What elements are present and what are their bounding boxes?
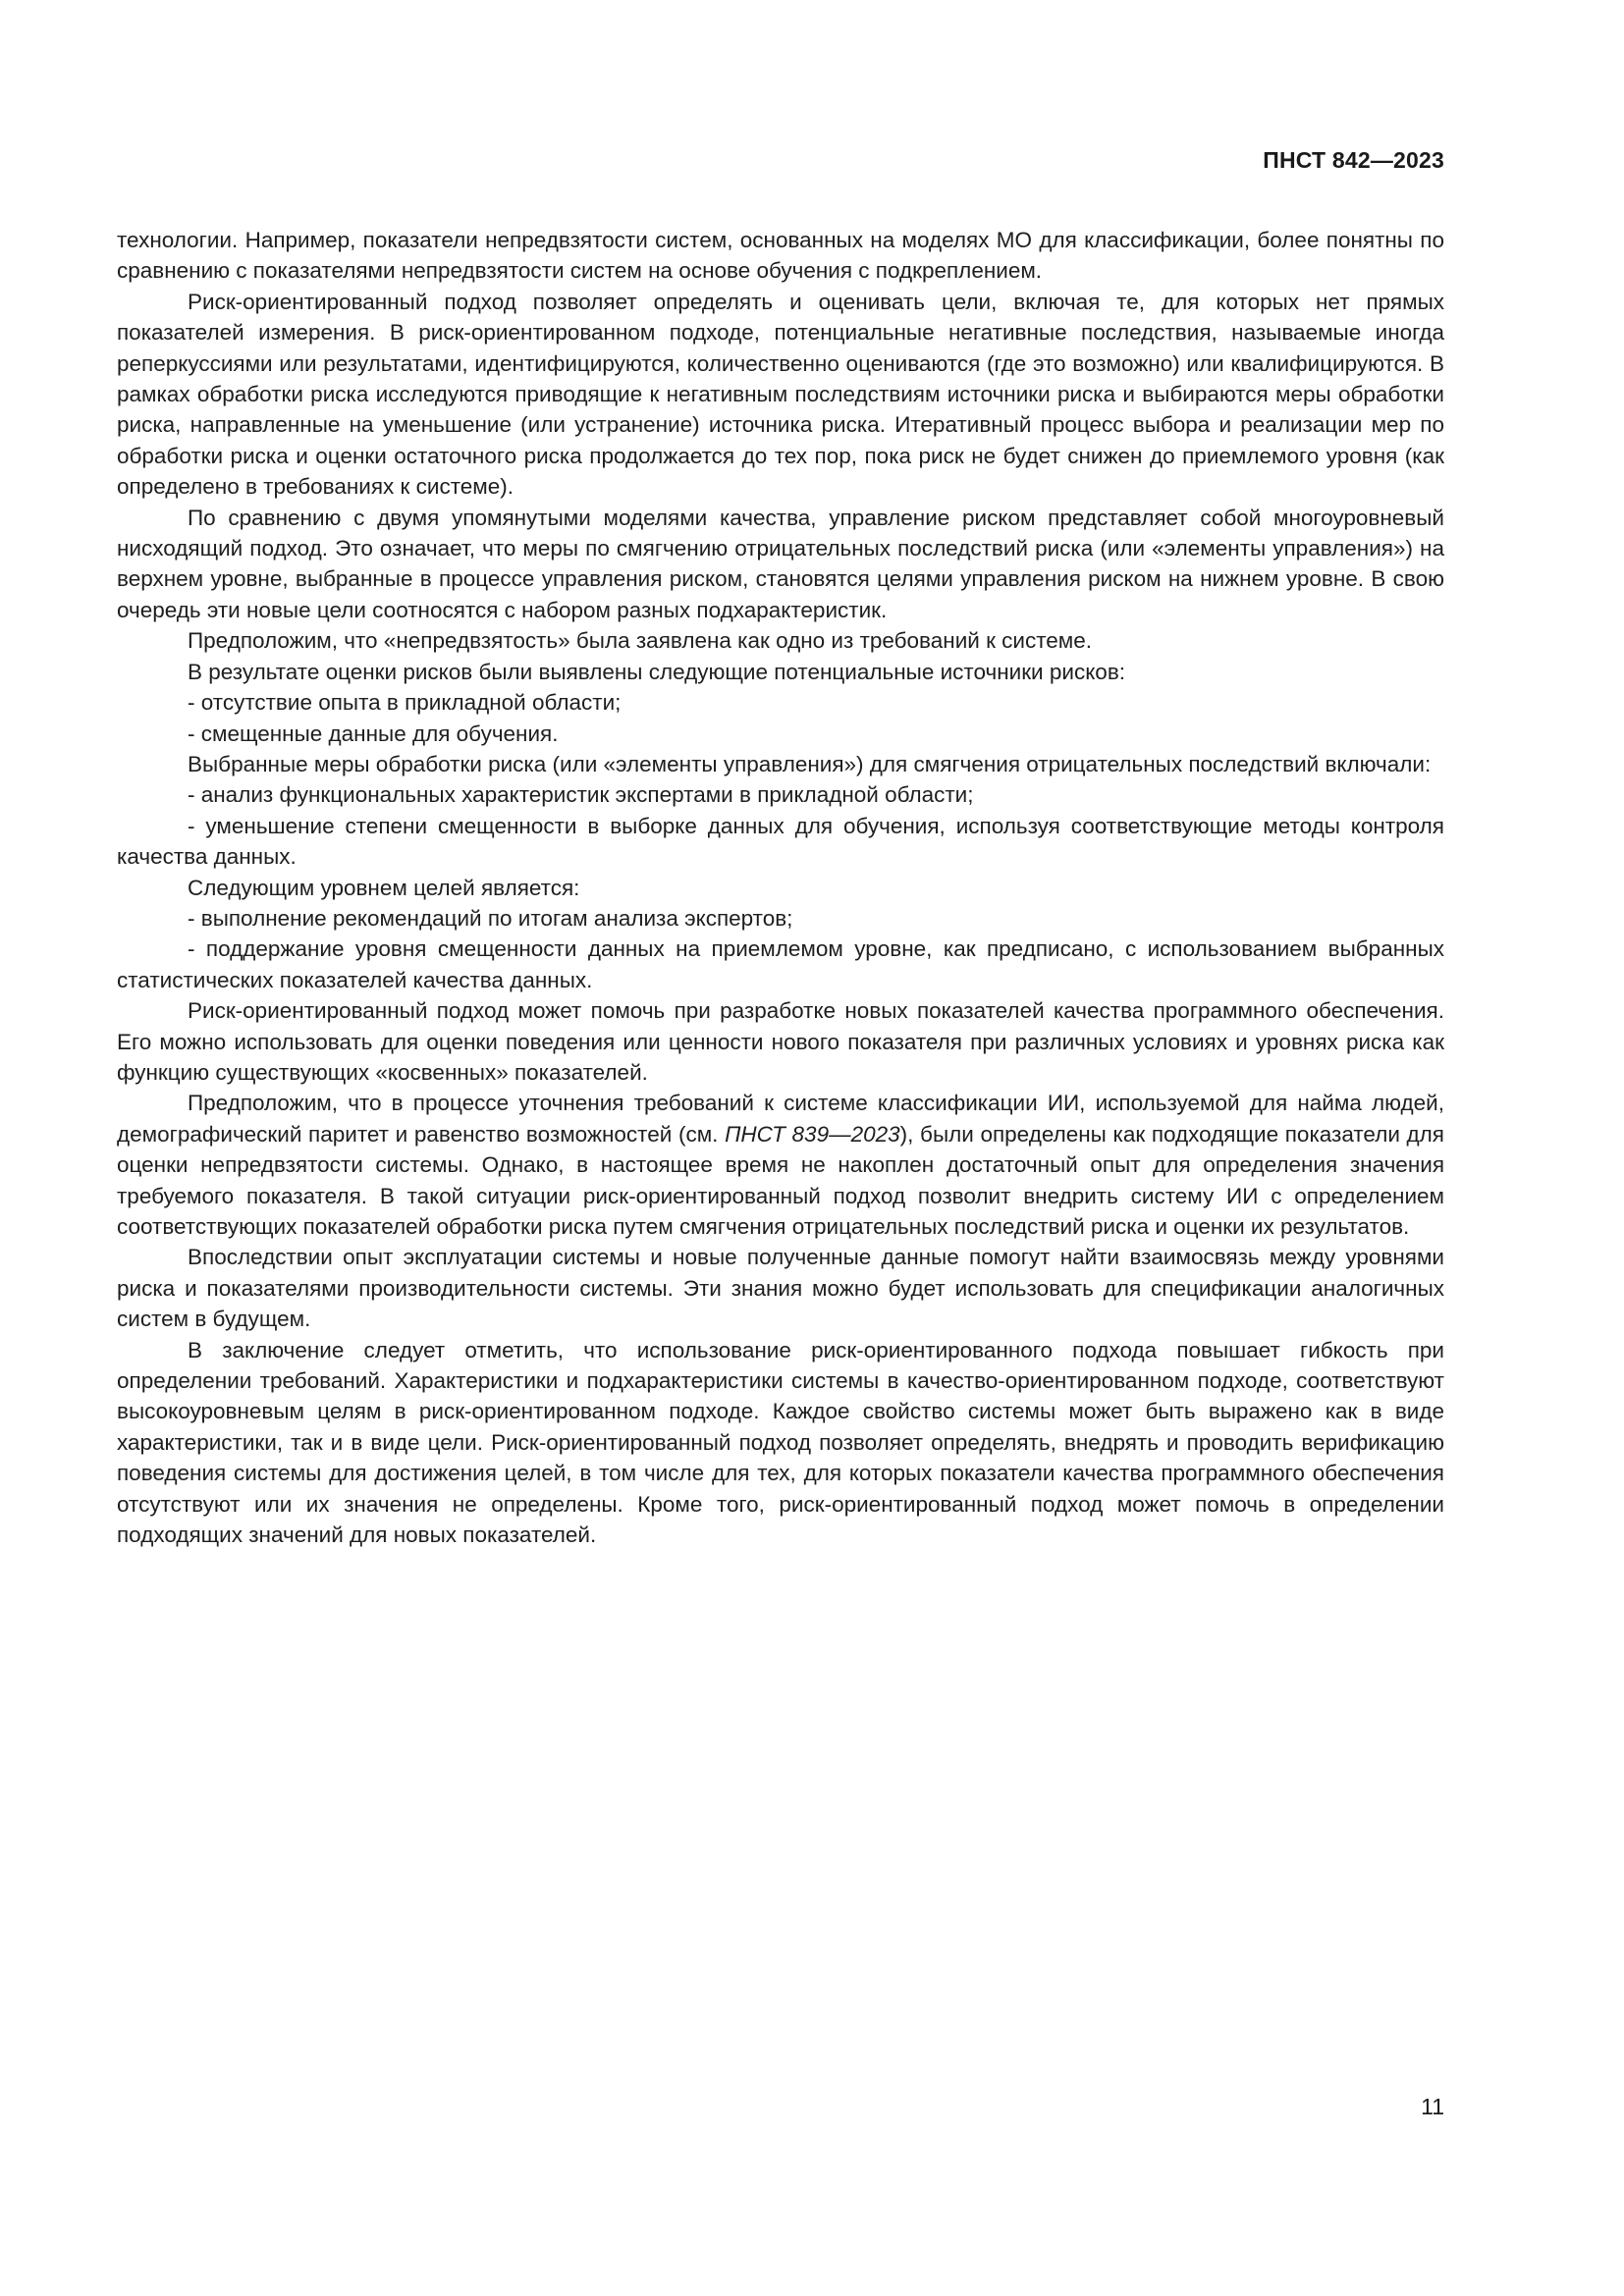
paragraph-text: Предположим, что в процессе уточнения требований к системе классификации ИИ, используемой для найма людей, демографический паритет и равенство возможностей (см.	[117, 1091, 1444, 1147]
paragraph: Выбранные меры обработки риска (или «элементы управления») для смягчения отрицательных последствий включали:	[188, 751, 1432, 776]
list-item: - поддержание уровня смещенности данных на приемлемом уровне, как предписано, с использованием выбранных статистических показателей качества данных.	[117, 936, 1444, 992]
document-code: ПНСТ 842—2023	[1263, 147, 1444, 173]
page-number: 11	[1421, 2094, 1444, 2119]
standard-reference: ПНСТ 839—2023	[725, 1121, 900, 1147]
paragraph: По сравнению с двумя упомянутыми моделями качества, управление риском представляет собой многоуровневый нисходящий подход. Это означает, что меры по смягчению отрицательных последствий риска (или «элементы управления») на верхнем уровне, выбранные в процессе управления риском, становятся целями управления риском на нижнем уровне. В свою очередь эти новые цели соотносятся с набором разных подхарактеристик.	[117, 505, 1444, 622]
paragraph: Следующим уровнем целей является:	[188, 875, 580, 900]
paragraph: В результате оценки рисков были выявлены следующие потенциальные источники рисков:	[188, 659, 1126, 684]
list-item: - анализ функциональных характеристик экспертами в прикладной области;	[188, 782, 974, 808]
body-text	[117, 225, 1444, 1550]
paragraph: В заключение следует отметить, что использование риск-ориентированного подхода повышает гибкость при определении требований. Характеристики и подхарактеристики системы в качество-ориентированном подходе, соответствуют высокоуровневым целям в риск-ориентированном подходе. Каждое свойство системы может быть выражено как в виде характеристики, так и в виде цели. Риск-ориентированный подход позволяет определять, внедрять и проводить верификацию поведения системы для достижения целей, в том числе для тех, для которых показатели качества программного обеспечения отсутствуют или их значения не определены. Кроме того, риск-ориентированный подход может помочь в определении подходящих значений для новых показателей.	[117, 1337, 1444, 1548]
list-item: - уменьшение степени смещенности в выборке данных для обучения, используя соответствующие методы контроля качества данных.	[117, 813, 1444, 870]
paragraph: Впоследствии опыт эксплуатации системы и новые полученные данные помогут найти взаимосвязь между уровнями риска и показателями производительности системы. Эти знания можно будет использовать для спецификации аналогичных систем в будущем.	[117, 1245, 1444, 1332]
paragraph	[117, 1088, 1444, 1242]
paragraph-continuation: технологии. Например, показатели непредвзятости систем, основанных на моделях МО для классификации, более понятны по сравнению с показателями непредвзятости систем на основе обучения с подкреплением.	[117, 228, 1444, 284]
paragraph: Предположим, что «непредвзятость» была заявлена как одно из требований к системе.	[188, 628, 1093, 654]
paragraph: Риск-ориентированный подход позволяет определять и оценивать цели, включая те, для которых нет прямых показателей измерения. В риск-ориентированном подходе, потенциальные негативные последствия, называемые иногда реперкуссиями или результатами, идентифицируются, количественно оцениваются (где это возможно) или квалифицируются. В рамках обработки риска исследуются приводящие к негативным последствиям источники риска и выбираются меры обработки риска, направленные на уменьшение (или устранение) источника риска. Итеративный процесс выбора и реализации мер по обработки риска и оценки остаточного риска продолжается до тех пор, пока риск не будет снижен до приемлемого уровня (как определено в требованиях к системе).	[117, 289, 1444, 500]
paragraph: Риск-ориентированный подход может помочь при разработке новых показателей качества программного обеспечения. Его можно использовать для оценки поведения или ценности нового показателя при различных условиях и уровнях риска как функцию существующих «косвенных» показателей.	[117, 998, 1444, 1085]
paragraph-text: ), были определены как подходящие показатели для оценки непредвзятости системы. Однако, в настоящее время не накоплен достаточный опыт для определения значения требуемого показателя. В такой ситуации риск-ориентированный подход позволит внедрить систему ИИ с определением соответствующих показателей обработки риска путем смягчения отрицательных последствий риска и оценки их результатов.	[117, 1121, 1444, 1239]
list-item: - выполнение рекомендаций по итогам анализа экспертов;	[188, 905, 793, 931]
list-item: - отсутствие опыта в прикладной области;	[188, 690, 622, 716]
list-item: - смещенные данные для обучения.	[188, 721, 559, 746]
